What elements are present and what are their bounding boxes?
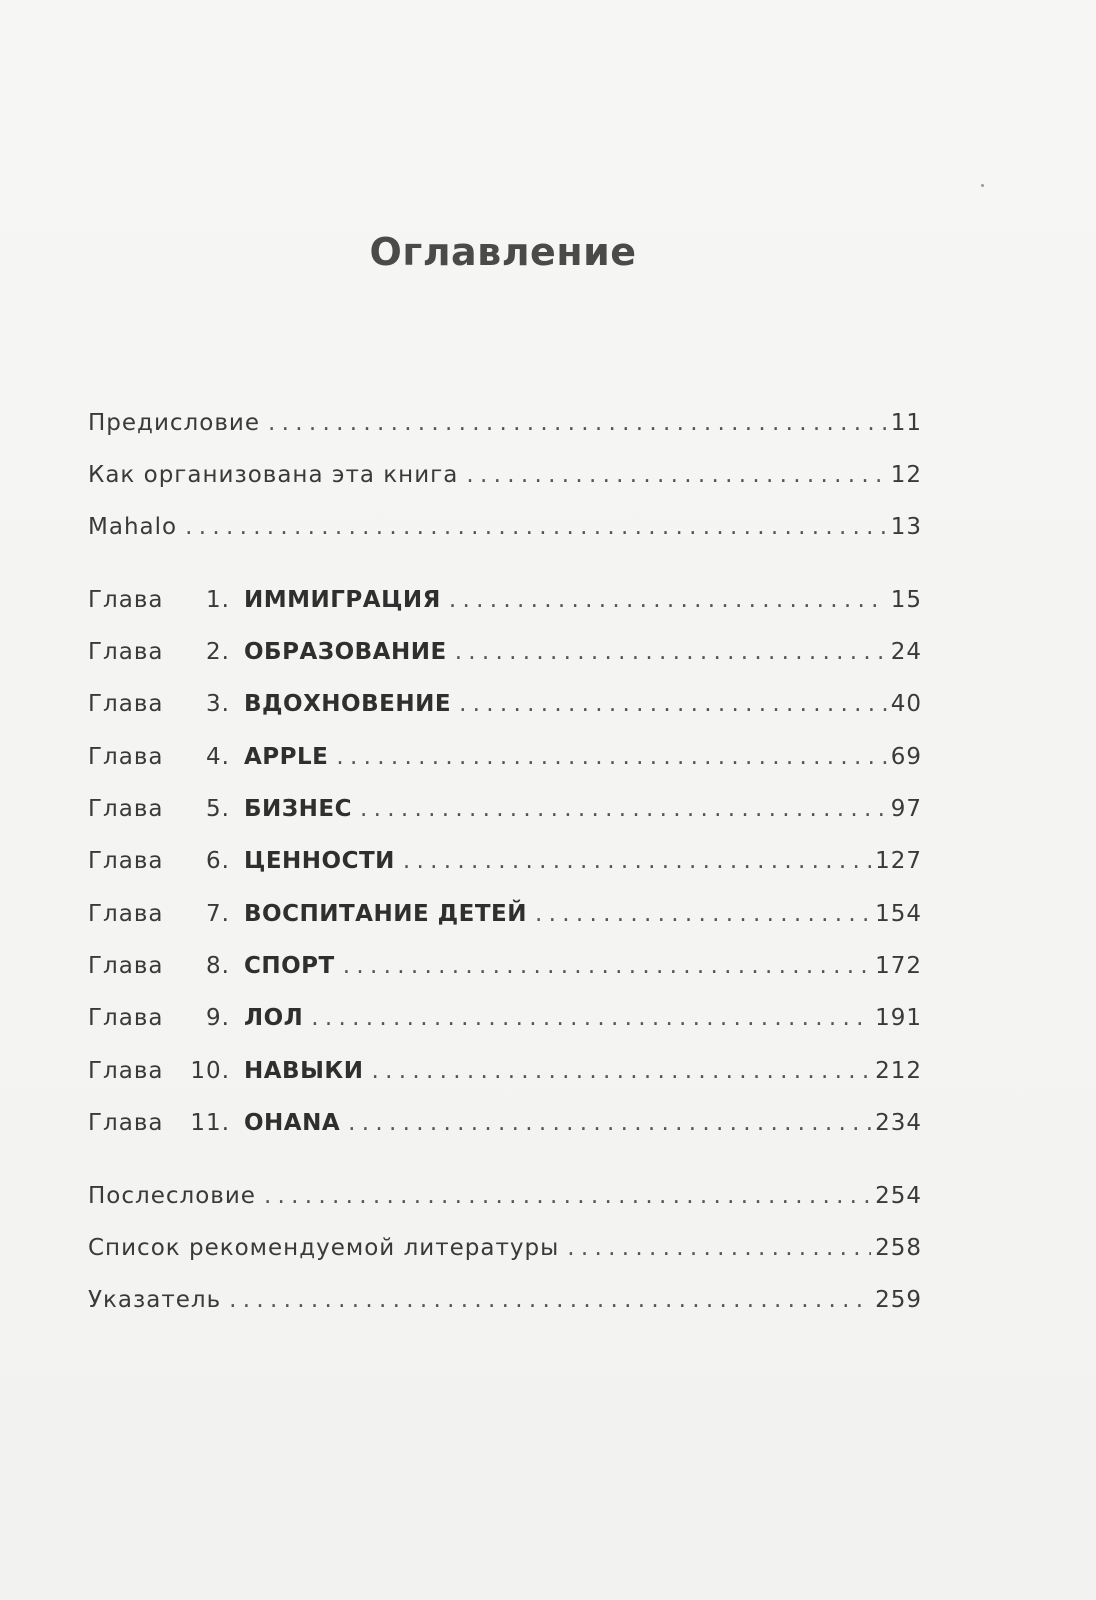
chapter-prefix: Глава [88,1110,164,1136]
chapter-number: 7. [206,901,230,927]
toc-entry-front[interactable] [88,410,922,446]
chapter-name: НАВЫКИ [244,1058,364,1084]
toc-entry-label: Послесловие [88,1183,256,1209]
page-title: Оглавление [369,230,637,274]
toc-page-number: 212 [875,1058,922,1084]
toc-entry-back[interactable] [88,1235,922,1271]
chapter-number: 2. [206,639,230,665]
chapter-number: 3. [206,691,230,717]
toc-page-number: 154 [875,901,922,927]
chapter-number: 9. [206,1005,230,1031]
dot-leader [360,796,887,822]
toc-entry-back[interactable] [88,1287,922,1323]
toc-page-number: 234 [875,1110,922,1136]
toc-page-number: 69 [890,744,922,770]
toc-entry-chapter[interactable] [88,587,922,623]
chapter-number: 8. [206,953,230,979]
toc-page-number: 97 [890,796,922,822]
toc-entry-chapter[interactable] [88,1110,922,1146]
chapter-name: ОБРАЗОВАНИЕ [244,639,447,665]
dot-leader [459,691,887,717]
chapter-prefix: Глава [88,639,164,665]
dot-leader [229,1287,871,1313]
toc-entry-label: Mahalo [88,514,178,540]
dot-leader [403,848,871,874]
chapter-name: OHANA [244,1110,341,1136]
chapter-name: БИЗНЕС [244,796,352,822]
toc-entry-chapter[interactable] [88,744,922,780]
chapter-name: ВОСПИТАНИЕ ДЕТЕЙ [244,901,528,927]
dot-leader [535,901,871,927]
toc-entry-back[interactable] [88,1183,922,1219]
chapter-prefix: Глава [88,848,164,874]
chapter-prefix: Глава [88,1005,164,1031]
chapter-prefix: Глава [88,953,164,979]
dot-leader [455,639,887,665]
dot-leader [336,744,886,770]
dot-leader [449,587,887,613]
toc-page-number: 172 [875,953,922,979]
toc-entry-chapter[interactable] [88,691,922,727]
dot-leader [348,1110,871,1136]
chapter-number: 10. [190,1058,230,1084]
chapter-number: 5. [206,796,230,822]
toc-entry-front[interactable] [88,514,922,550]
toc-entry-chapter[interactable] [88,848,922,884]
chapter-name: ЛОЛ [244,1005,304,1031]
toc-entry-chapter[interactable] [88,796,922,832]
toc-entry-label: Как организована эта книга [88,462,459,488]
toc-entry-front[interactable] [88,462,922,498]
chapter-prefix: Глава [88,1058,164,1084]
toc-page-number: 40 [890,691,922,717]
toc-page-number: 254 [875,1183,922,1209]
toc-entry-label: Предисловие [88,410,260,436]
chapter-name: APPLE [244,744,329,770]
toc-page-number: 24 [890,639,922,665]
chapter-prefix: Глава [88,587,164,613]
chapter-prefix: Глава [88,691,164,717]
chapter-prefix: Глава [88,796,164,822]
chapter-number: 4. [206,744,230,770]
paper-speck [981,184,984,187]
toc-page-number: 127 [875,848,922,874]
dot-leader [567,1235,871,1261]
toc-page-number: 12 [890,462,922,488]
dot-leader [371,1058,871,1084]
chapter-number: 1. [206,587,230,613]
chapter-number: 6. [206,848,230,874]
toc-entry-chapter[interactable] [88,1058,922,1094]
chapter-prefix: Глава [88,744,164,770]
toc-entry-chapter[interactable] [88,639,922,675]
toc-entry-label: Список рекомендуемой литературы [88,1235,560,1261]
toc-page-number: 258 [875,1235,922,1261]
toc-entry-chapter[interactable] [88,901,922,937]
toc-page-number: 191 [875,1005,922,1031]
toc-page-number: 15 [890,587,922,613]
dot-leader [185,514,887,540]
dot-leader [268,410,887,436]
dot-leader [311,1005,871,1031]
chapter-number: 11. [190,1110,230,1136]
chapter-name: ЦЕННОСТИ [244,848,395,874]
toc-page-number: 13 [890,514,922,540]
toc-entry-chapter[interactable] [88,953,922,989]
toc-page-number: 11 [890,410,922,436]
dot-leader [264,1183,871,1209]
chapter-name: ВДОХНОВЕНИЕ [244,691,452,717]
chapter-name: СПОРТ [244,953,335,979]
dot-leader [343,953,871,979]
toc-page-number: 259 [875,1287,922,1313]
dot-leader [466,462,886,488]
chapter-prefix: Глава [88,901,164,927]
chapter-name: ИММИГРАЦИЯ [244,587,441,613]
toc-entry-label: Указатель [88,1287,222,1313]
toc-entry-chapter[interactable] [88,1005,922,1041]
